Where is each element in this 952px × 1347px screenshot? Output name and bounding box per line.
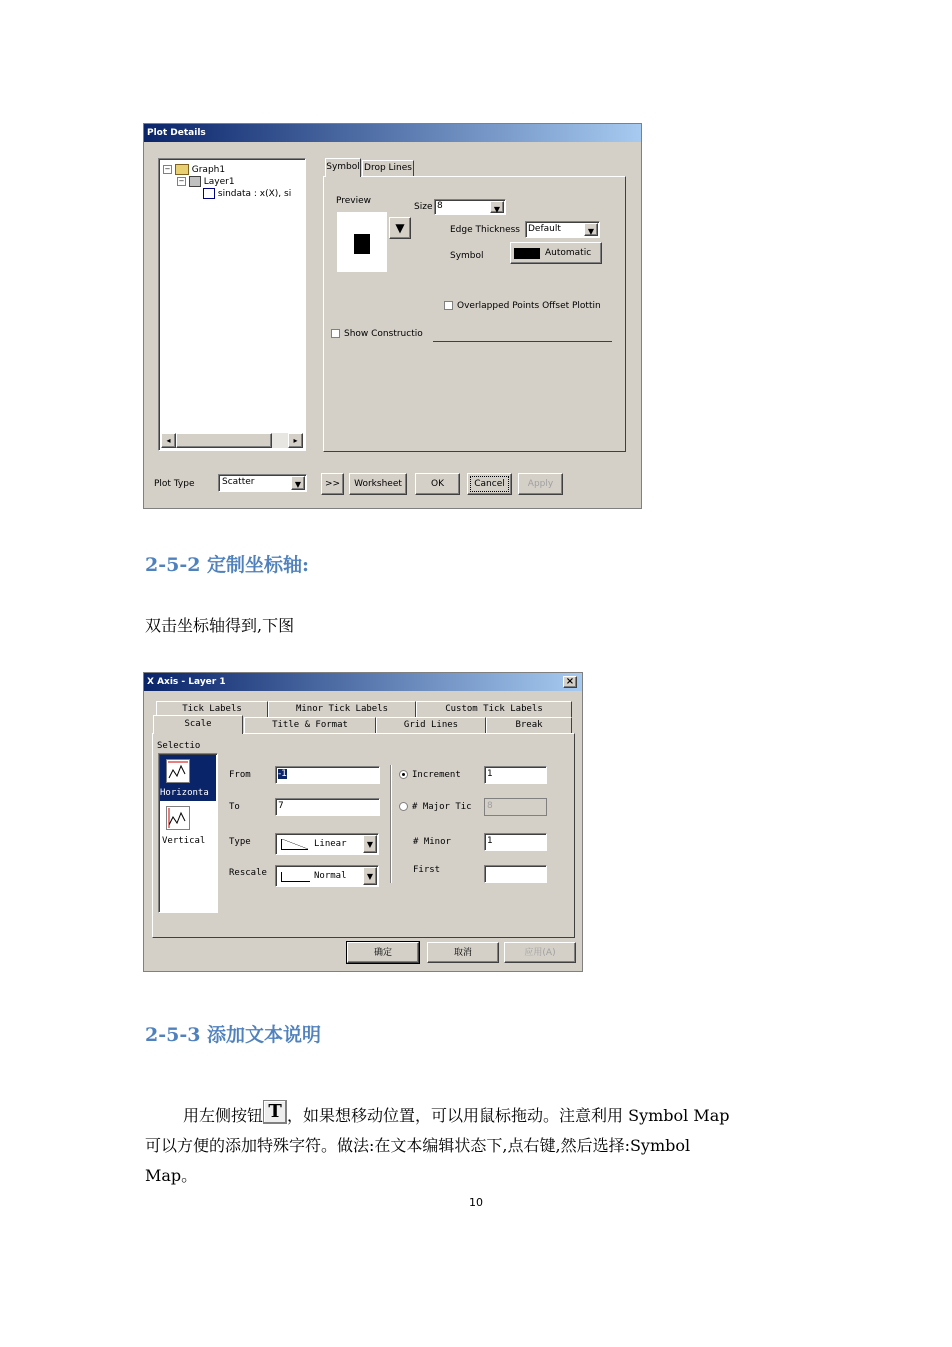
overlapped-points-checkbox[interactable]: Overlapped Points Offset Plottin — [444, 301, 601, 311]
vertical-divider — [390, 765, 392, 883]
increment-radio[interactable]: Increment — [399, 770, 461, 780]
to-label: To — [229, 802, 240, 812]
type-combobox[interactable]: Linear ▼ — [275, 833, 379, 855]
section-heading-2-5-2: 2-5-2 定制坐标轴: — [145, 554, 310, 576]
increment-input[interactable]: 1 — [484, 766, 547, 784]
worksheet-button[interactable]: Worksheet — [349, 473, 407, 495]
page-number: 10 — [469, 1196, 483, 1209]
tab-tick-labels[interactable]: Tick Labels — [156, 701, 268, 717]
plot-details-titlebar[interactable] — [144, 124, 641, 142]
radio-major-ticks[interactable] — [399, 802, 408, 811]
size-label: Size — [414, 202, 433, 212]
checkbox-box[interactable] — [331, 329, 340, 338]
rescale-label: Rescale — [229, 868, 267, 878]
to-input[interactable]: 7 — [275, 798, 380, 816]
edge-thickness-combobox[interactable]: Default ▼ — [525, 221, 600, 238]
scroll-left-button[interactable]: ◂ — [161, 433, 176, 448]
symbol-label: Symbol — [450, 251, 484, 261]
list-item-vertical[interactable]: Vertical — [162, 836, 206, 846]
apply-button[interactable]: Apply — [518, 473, 563, 495]
tab-grid-lines[interactable]: Grid Lines — [376, 717, 486, 733]
symbol-shape-dropdown[interactable]: ▼ — [389, 217, 411, 239]
tab-symbol[interactable]: Symbol — [325, 158, 361, 177]
from-input[interactable]: -1 — [275, 766, 380, 784]
selection-label: Selectio — [157, 741, 201, 751]
radio-increment[interactable] — [399, 770, 408, 779]
tab-title-format[interactable]: Title & Format — [244, 717, 376, 733]
first-input[interactable] — [484, 865, 547, 883]
tab-minor-tick-labels[interactable]: Minor Tick Labels — [268, 701, 416, 717]
chevron-down-icon[interactable]: ▼ — [584, 223, 598, 236]
symbol-color-button[interactable]: Automatic — [510, 242, 602, 264]
separator-line — [433, 341, 612, 342]
chevron-down-icon[interactable]: ▼ — [363, 835, 377, 853]
scroll-thumb[interactable] — [176, 433, 272, 448]
cancel-button[interactable]: 取消 — [427, 942, 499, 963]
plot-details-title: Plot Details — [147, 128, 206, 138]
chevron-down-icon[interactable]: ▼ — [363, 867, 377, 885]
ok-button[interactable]: OK — [415, 473, 460, 495]
paragraph-line-2: 可以方便的添加特殊字符。做法:在文本编辑状态下,点右键,然后选择:Symbol — [145, 1136, 691, 1155]
text-tool-button[interactable]: T — [263, 1100, 287, 1124]
dataplot-icon — [203, 188, 215, 199]
expand-button[interactable]: >> — [321, 473, 344, 495]
minor-input[interactable]: 1 — [484, 833, 547, 851]
x-axis-dialog — [143, 672, 583, 972]
chevron-down-icon[interactable]: ▼ — [490, 201, 504, 213]
edge-thickness-label: Edge Thickness — [450, 225, 520, 235]
tree-item-layer[interactable]: − Layer1 — [178, 177, 235, 187]
plot-type-combobox[interactable]: Scatter ▼ — [218, 474, 307, 492]
linear-scale-icon — [281, 839, 308, 850]
rescale-icon — [281, 872, 310, 882]
type-label: Type — [229, 837, 251, 847]
tree-item-graph[interactable]: − Graph1 — [164, 165, 226, 175]
tab-scale[interactable]: Scale — [153, 715, 243, 734]
symbol-preview — [337, 212, 387, 272]
cancel-button[interactable]: Cancel — [467, 473, 512, 495]
plot-type-label: Plot Type — [154, 479, 195, 489]
x-axis-title: X Axis - Layer 1 — [147, 677, 226, 687]
axis-selection-list[interactable] — [158, 753, 218, 913]
major-ticks-input[interactable]: 8 — [484, 798, 547, 816]
section-heading-2-5-3: 2-5-3 添加文本说明 — [145, 1024, 322, 1046]
confirm-button[interactable]: 确定 — [347, 942, 419, 963]
from-label: From — [229, 770, 251, 780]
collapse-icon[interactable]: − — [178, 177, 185, 185]
paragraph-line-1: 用左侧按钮 T ，如果想移动位置，可以用鼠标拖动。注意利用 Symbol Map — [183, 1101, 730, 1125]
horizontal-axis-icon — [166, 759, 190, 783]
close-icon[interactable]: × — [563, 676, 577, 688]
major-ticks-radio[interactable]: # Major Tic — [399, 802, 472, 812]
folder-icon — [175, 164, 189, 175]
paragraph-line-3: Map。 — [145, 1166, 198, 1185]
layer-icon — [189, 176, 201, 187]
first-label: First — [413, 865, 441, 875]
color-swatch — [514, 248, 540, 259]
rescale-combobox[interactable]: Normal ▼ — [275, 865, 379, 887]
chevron-down-icon[interactable]: ▼ — [291, 476, 305, 490]
paragraph-double-click: 双击坐标轴得到,下图 — [145, 616, 295, 635]
tab-drop-lines[interactable]: Drop Lines — [362, 160, 414, 176]
scroll-right-button[interactable]: ▸ — [288, 433, 303, 448]
apply-button[interactable]: 应用(A) — [504, 942, 576, 963]
minor-label: # Minor — [413, 837, 451, 847]
preview-label: Preview — [336, 196, 372, 206]
tab-break[interactable]: Break — [486, 717, 572, 733]
x-axis-titlebar[interactable] — [144, 673, 582, 691]
checkbox-box[interactable] — [444, 301, 453, 310]
plot-details-dialog — [143, 123, 642, 509]
vertical-axis-icon[interactable] — [166, 806, 190, 830]
size-combobox[interactable]: 8 ▼ — [434, 199, 506, 215]
tree-item-dataset[interactable]: sindata : x(X), si — [203, 188, 291, 199]
tab-custom-tick-labels[interactable]: Custom Tick Labels — [416, 701, 572, 717]
list-item-horizontal[interactable]: Horizonta — [160, 755, 216, 801]
layer-tree[interactable] — [158, 158, 306, 451]
collapse-icon[interactable]: − — [164, 165, 171, 173]
show-construction-checkbox[interactable]: Show Constructio — [331, 329, 423, 339]
tree-hscrollbar[interactable] — [161, 433, 303, 448]
